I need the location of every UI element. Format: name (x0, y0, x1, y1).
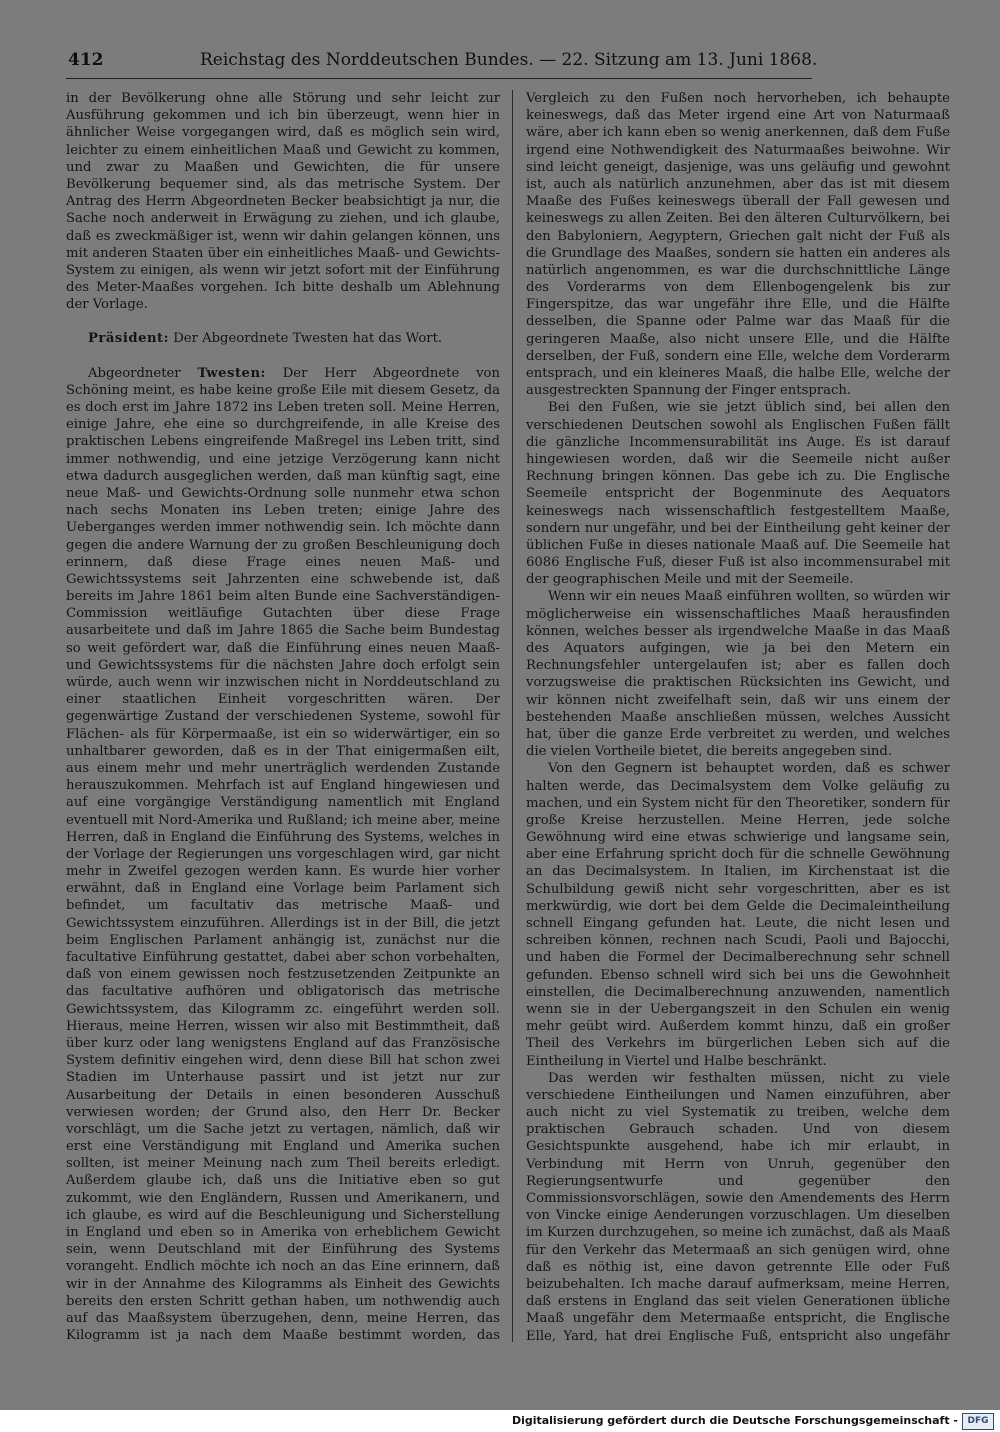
speech-text: Der Herr Abgeordnete von Schöning meint, es habe keine große Eile mit diesem Gesetz, da es doch erst im Jahre 1872 ins Leben treten soll. Meine Herren, einige Jahre, ehe eine so durchgreifende, in alle Kreise des praktischen Lebens eingreifende Maßregel ins Leben tritt, sind immer nothwendig, und eine jetzige Verzögerung kann nicht etwa dadurch ausgeglichen werden, daß man künftig sagt, eine neue Maß- und Gewichts-Ordnung solle nunmehr etwa schon nach sechs Monaten ins Leben treten; einige Jahre des Ueberganges werden immer nothwendig sein. Ich möchte dann gegen die andere Warnung der zu großen Beschleunigung doch erinnern, daß diese Frage eines neuen Maß- und Gewichtssystems seit Jahrzenten eine schwebende ist, daß bereits im Jahre 1861 beim alten Bunde eine Sachverständigen-Commission weitläufige Gutachten über diese Frage ausarbeitete und daß im Jahre 1865 die Sache beim Bundestag so weit gefördert war, daß die Einführung eines neuen Maaß- und Gewichtssystems für die nächsten Jahre doch erfolgt sein würde, auch wenn wir inzwischen nicht in Norddeutschland zu einer staatlichen Einheit vorgeschritten wären. Der gegenwärtige Zustand der verschiedenen Systeme, sowohl für Flächen- als für Körpermaaße, ist ein so widerwärtiger, ein so unhaltbarer geworden, daß es in der That einigermaßen eilt, aus einem mehr und mehr unerträglich werdenden Zustande herauszukommen. Mehrfach ist auf England hingewiesen und auf eine vorgängige Verständigung namentlich mit England eventuell mit Nord-Amerika und Rußland; ich meine aber, meine Herren, daß in England die Einführung des Systems, welches in der Vorlage der Regierungen uns vorgeschlagen wird, gar nicht mehr in Zweifel gezogen werden kann. Es wurde hier vorher erwähnt, daß in England eine Vorlage beim Parlament sich befindet, um facultativ das metrische Maaß- und Gewichtssystem einzuführen. Allerdings ist in der Bill, die jetzt beim Englischen Parlament anhängig ist, zunächst nur die facultative Einführung gestattet, dabei aber schon vorbehalten, daß von einem gewissen noch festzusetzenden Zeitpunkte an das facultative aufhören und obligatorisch das metrische Gewichtssystem, das Kilogramm zc. eingeführt werden soll. Hieraus, meine Herren, wissen wir also mit Bestimmtheit, daß über kurz oder lang wenigstens England auf das Französische System definitiv eingehen wird, denn diese Bill hat schon zwei Stadien im Unterhause passirt und ist jetzt nur zur Ausarbeitung der Details in einen besonderen Ausschuß verwiesen worden; der Grund also, den Herr Dr. Becker vorschlägt, um die Sache jetzt zu vertagen, nämlich, daß wir erst eine Verständigung mit England und Amerika suchen sollten, ist meiner Meinung nach zum Theil bereits erledigt. Außerdem glaube ich, daß uns die Initiative eben so gut zukommt, wie den Engländern, Russen und Amerikanern, und ich glaube, es wird auf die Beschleunigung und Sicherstellung in England und eben so in Amerika von erheblichem Gewicht sein, wenn Deutschland mit der Einführung des Systems vorangeht. Endlich möchte ich noch an das Eine erinnern, daß wir in der Annahme des Kilogramms als Einheit des Gewichts bereits den ersten Schritt gethan haben, um nothwendig auch auf das Maaßsystem überzugehen, denn, meine Herren, das Kilogramm ist ja nach dem Maaße bestimmt worden, das (66, 365, 500, 1342)
funding-credit: Digitalisierung gefördert durch die Deutsche Forschungsgemeinschaft - (511, 1414, 958, 1427)
paragraph: Bei den Fußen, wie sie jetzt üblich sind, bei allen den verschiedenen Deutschen sowohl als Englischen Fußen fällt die gänzliche Incommensurabilität ins Auge. Es ist darauf hingewiesen worden, daß wir die Seemeile nicht außer Rechnung bringen können. Das gebe ich zu. Die Englische Seemeile entspricht der Bogenminute des Aequators keineswegs nach wissenschaftlich festgestelltem Maaße, sondern nur ungefähr, und bei der Eintheilung geht keiner der üblichen Fuße in dieses nationale Maaß auf. Die Seemeile hat 6086 Englische Fuß, dieser Fuß ist also incommensurabel mit der geographischen Meile und mit der Seemeile. (526, 400, 950, 588)
page-header (68, 50, 818, 76)
left-column (66, 90, 500, 1342)
column-divider (512, 90, 513, 1342)
paragraph: Von den Gegnern ist behauptet worden, daß es schwer halten werde, das Decimalsystem dem Volke geläufig zu machen, und ein System nicht für den Theoretiker, sondern für große Kreise herzustellen. Meine Herren, jede solche Gewöhnung wird eine etwas schwierige und langsame sein, aber eine Erfahrung spricht doch für die schnelle Gewöhnung an das Decimalsystem. In Italien, im Kirchenstaat ist die Schulbildung gewiß nicht sehr vorgeschritten, aber es ist merkwürdig, wie dort bei dem Gelde die Decimaleintheilung schnell Eingang gefunden hat. Leute, die nicht lesen und schreiben können, rechnen nach Scudi, Paoli und Bajocchi, und haben die Formel der Decimalberechnung sehr schnell gefunden. Ebenso schnell wird sich bei uns die Gewohnheit einstellen, die Decimalberechnung anzuwenden, namentlich wenn sie in der Uebergangszeit in den Schulen ein wenig mehr geübt wird. Außerdem kommt hinzu, daß ein großer Theil des Verkehrs im bürgerlichen Leben sich auf die Eintheilung in Viertel und Halbe beschränkt. (526, 761, 950, 1069)
paragraph: in der Bevölkerung ohne alle Störung und sehr leicht zur Ausführung gekommen und ich bin überzeugt, wenn hier in ähnlicher Weise vorgegangen wird, daß es möglich sein wird, leichter zu einem einheitlichen Maaß und Gewicht zu kommen, und zwar zu Maaßen und Gewichten, die für unsere Bevölkerung bequemer sind, als das metrische System. Der Antrag des Herrn Abgeordneten Becker beabsichtigt ja nur, die Sache noch anderweit in Erwägung zu ziehen, und ich glaube, daß es zweckmäßiger ist, wenn wir dahin gelangen können, uns mit anderen Staaten über ein einheitliches Maaß- und Gewichts-System zu einigen, als wenn wir jetzt sofort mit der Einführung des Meter-Maaßes vorgehen. Ich bitte deshalb um Ablehnung der Vorlage. (66, 91, 500, 313)
right-column (526, 90, 950, 1342)
twesten-speech (66, 365, 500, 1342)
remark-text: Der Abgeordnete Twesten hat das Wort. (173, 331, 443, 347)
dfg-logo: DFG (962, 1413, 994, 1430)
speaker-title: Abgeordneter (88, 365, 181, 381)
speaker-name: Twesten: (197, 365, 266, 381)
running-title: Reichstag des Norddeutschen Bundes. — 22. Sitzung am 13. Juni 1868. (200, 50, 818, 70)
header-rule (66, 78, 812, 79)
paragraph: Vergleich zu den Fußen noch hervorheben, ich behaupte keineswegs, daß das Meter irgend eine Art von Naturmaaß wäre, aber ich kann eben so wenig anerkennen, daß dem Fuße irgend eine Nothwendigkeit des Naturmaaßes beiwohne. Wir sind leicht geneigt, dasjenige, was uns geläufig und gewohnt ist, auch als natürlich anzunehmen, aber das ist mit diesem Maaße des Fußes keineswegs überall der Fall gewesen und keineswegs zu allen Zeiten. Bei den älteren Culturvölkern, bei den Babyloniern, Aegyptern, Griechen galt nicht der Fuß als die Grundlage des Maaßes, sondern sie hatten ein anderes als natürlich angenommen, es war die durchschnittliche Länge des Vorderarms von dem Ellenbogengelenk bis zur Fingerspitze, das war ungefähr ihre Elle, und die Hälfte desselben, die Spanne oder Palme war das Maaß für die geringeren Maaße, also nicht unsere Elle, und die Hälfte derselben, der Fuß, sondern eine Elle, welche dem Vorderarm entsprach, und ein kleineres Maaß, die halbe Elle, welche der ausgestreckten Spannung der Finger entsprach. (526, 91, 950, 399)
paragraph: Das werden wir festhalten müssen, nicht zu viele verschiedene Eintheilungen und Namen einzuführen, aber auch nicht zu viel Systematik zu treiben, welche dem praktischen Gebrauch schaden. Und von diesem Gesichtspunkte ausgehend, habe ich mir erlaubt, in Verbindung mit Herrn von Unruh, gegenüber den Regierungsentwurfe und gegenüber den Commissionsvorschlägen, sowie den Amendements des Herrn von Vincke einige Aenderungen vorzuschlagen. Um dieselben im Kurzen durchzugehen, so meine ich zunächst, daß als Maaß für den Verkehr das Metermaaß an sich genügen wird, ohne daß es nöthig ist, eine davon getrennte Elle oder Fuß beizubehalten. Ich mache darauf aufmerksam, meine Herren, daß erstens in England das seit vielen Generationen übliche Maaß ungefähr dem Metermaaße entspricht, die Englische Elle, Yard, hat drei Englische Fuß, entspricht also ungefähr (526, 1070, 950, 1342)
speaker-name: Präsident: (88, 331, 170, 347)
paragraph: Wenn wir ein neues Maaß einführen wollten, so würden wir möglicherweise ein wissenschaftliches Maaß herausfinden können, welches besser als irgendwelche Maaße in das Maaß des Aquators aufgingen, wie ja bei den Metern ein Rechnungsfehler untergelaufen ist; aber es fallen doch vorzugsweise die praktischen Rücksichten ins Gewicht, und wir können nicht zweifelhaft sein, daß wir uns einem der bestehenden Maaße anschließen müssen, welches Aussicht hat, über die ganze Erde verbreitet zu werden, und welches die vielen Vortheile bietet, die bereits angegeben sind. (526, 589, 950, 760)
page-number: 412 (68, 50, 104, 70)
president-remark (66, 330, 500, 347)
footer-bar (0, 1410, 1000, 1432)
